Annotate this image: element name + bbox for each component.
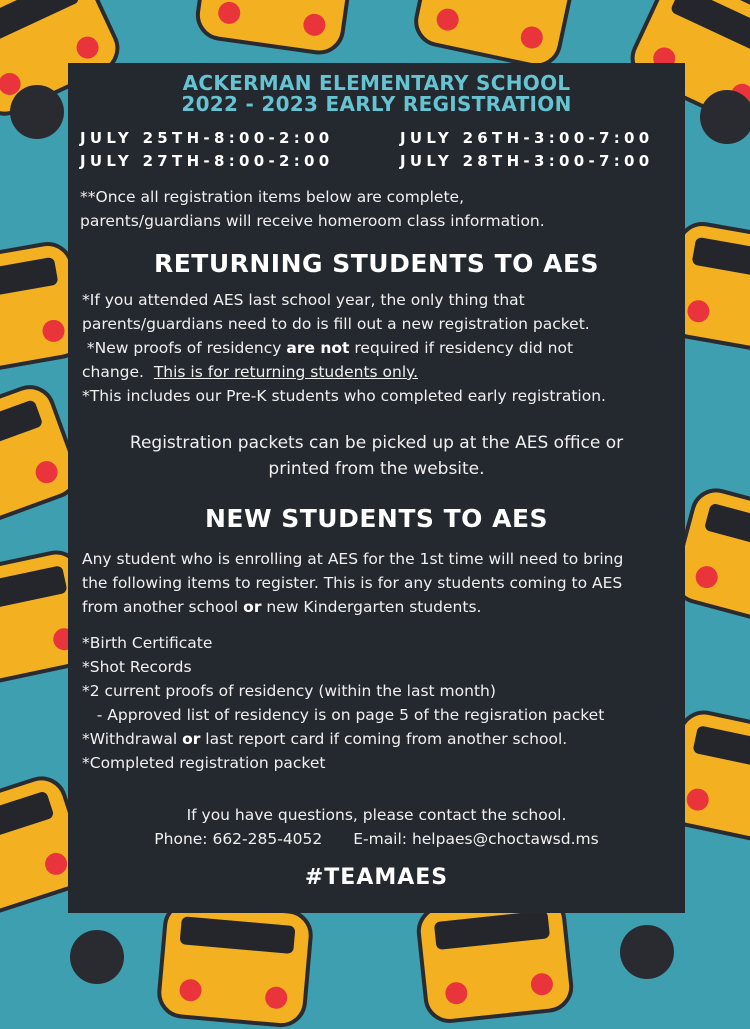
new-line: Any student who is enrolling at AES for the 1st time will need to bring [82,550,624,568]
date-july-28: JULY 28TH-3:00-7:00 [400,152,654,170]
new-line: from another school or new Kindergarten students. [82,598,482,616]
list-item: *2 current proofs of residency (within the last month) [82,682,496,700]
new-students-heading: NEW STUDENTS TO AES [204,504,549,533]
intro-note [80,185,675,233]
hashtag: #TEAMAES [304,865,449,890]
returning-line: change. This is for returning students only. [82,363,419,381]
flyer-panel [68,63,685,913]
packet-pickup-note: Registration packets can be picked up at the AES office or printed from the website. [129,433,624,479]
list-item: *Birth Certificate [82,634,213,652]
date-july-27: JULY 27TH-8:00-2:00 [80,152,334,170]
returning-only-note: This is for returning students only. [153,363,419,381]
list-item: *Shot Records [82,658,192,676]
returning-heading: RETURNING STUDENTS TO AES [153,249,600,278]
date-july-25: JULY 25TH-8:00-2:00 [80,129,334,147]
list-item: *Withdrawal or last report card if coming from another school. [82,730,568,748]
returning-line: *This includes our Pre-K students who completed early registration. [82,387,606,405]
new-line: the following items to register. This is for any students coming to AES [82,574,623,592]
intro-line: **Once all registration items below are complete, [80,188,465,206]
list-item: - Approved list of residency is on page 5 of the regisration packet [82,706,605,724]
returning-line: *New proofs of residency are not required if residency did not [82,339,574,357]
returning-line: *If you attended AES last school year, the only thing that [82,291,525,309]
email-address[interactable]: E-mail: helpaes@choctawsd.ms [353,830,599,848]
phone-number[interactable]: Phone: 662-285-4052 [154,830,323,848]
new-students-info [82,547,675,619]
registration-title: 2022 - 2023 EARLY REGISTRATION [181,92,572,116]
school-title: ACKERMAN ELEMENTARY SCHOOL [182,71,571,95]
registration-dates [80,127,685,173]
contact-info [68,803,685,851]
returning-line: parents/guardians need to do is fill out a new registration packet. [82,315,590,333]
required-items-list [82,631,675,775]
intro-line: parents/guardians will receive homeroom class information. [80,212,545,230]
returning-info [82,288,675,408]
contact-note: If you have questions, please contact the school. [186,806,567,824]
contact-row [68,827,685,851]
date-july-26: JULY 26TH-3:00-7:00 [400,129,654,147]
list-item: *Completed registration packet [82,754,326,772]
